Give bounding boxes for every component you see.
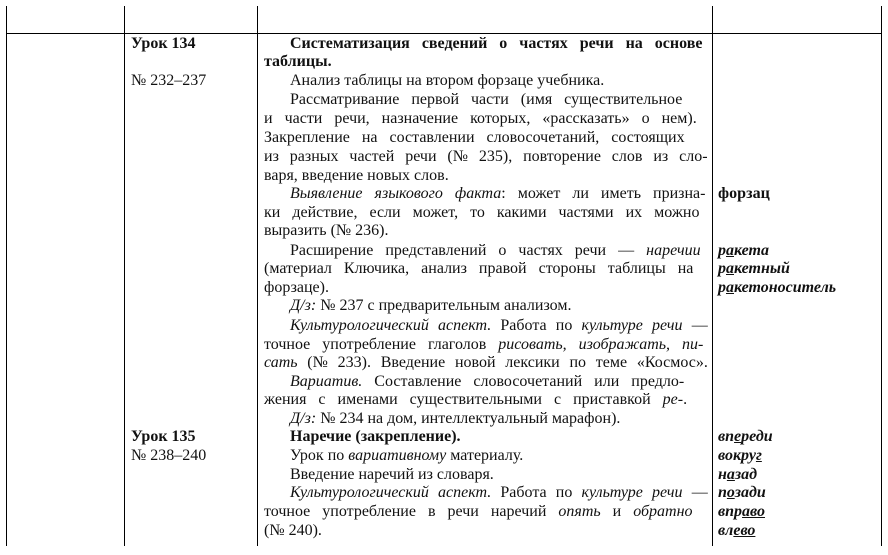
content-fragment: опять xyxy=(558,503,601,520)
content-fragment: жения с именами существительными с приставкой xyxy=(264,391,663,408)
content-fragment: из разных частей речи (№ 235), повторение слов из сло- xyxy=(264,148,708,165)
vocabulary-word xyxy=(718,259,790,278)
word-fragment: р xyxy=(718,242,726,259)
content-fragment: Культурологический аспект. xyxy=(290,317,492,334)
content-fragment: № 237 с предварительным анализом. xyxy=(316,297,572,314)
word-fragment: н xyxy=(718,466,727,483)
content-line xyxy=(290,316,708,335)
stressed-letter: аво xyxy=(742,503,765,520)
content-fragment: Закрепление на составлении словосочетаний, состоящих xyxy=(264,129,685,146)
content-fragment: Составление словосочетаний или предло- xyxy=(362,373,685,390)
content-fragment: сать xyxy=(264,354,298,371)
content-line xyxy=(264,166,449,185)
word-fragment: кета xyxy=(734,242,769,259)
word-fragment: вл xyxy=(718,522,734,539)
content-fragment: материалу. xyxy=(446,447,524,464)
content-fragment: . xyxy=(683,391,688,408)
stressed-letter: а xyxy=(726,279,734,296)
content-fragment: Выявление языкового факта xyxy=(290,185,502,202)
content-line xyxy=(264,203,699,222)
word-fragment: кетоноситель xyxy=(734,279,837,296)
content-fragment: обратно xyxy=(633,503,693,520)
stressed-letter: г xyxy=(755,447,762,464)
content-fragment: Систематизация сведений о частях речи на основе xyxy=(290,35,703,52)
vocabulary-word xyxy=(718,241,769,260)
word-fragment: р xyxy=(718,260,726,277)
content-line xyxy=(290,446,523,465)
table-border-col3 xyxy=(712,6,713,546)
word-fragment: вокру xyxy=(718,447,756,464)
content-fragment: ки действие, если может, то какими частями их можно xyxy=(264,204,700,221)
content-line xyxy=(264,521,322,540)
vocabulary-word xyxy=(718,465,757,484)
content-fragment: наречии xyxy=(646,242,701,259)
content-line xyxy=(264,353,708,372)
content-line xyxy=(264,147,708,166)
table-border-col2 xyxy=(257,6,258,546)
content-line xyxy=(290,427,461,446)
stressed-letter: о xyxy=(726,484,735,501)
content-line xyxy=(290,296,571,315)
content-line xyxy=(290,409,620,428)
vocabulary-word xyxy=(718,483,766,502)
content-fragment: (материал Ключика, анализ правой стороны таблицы на xyxy=(264,260,694,277)
content-line xyxy=(264,221,389,240)
vocabulary-word xyxy=(718,184,770,203)
lesson-title: Урок 135 xyxy=(131,428,196,445)
content-fragment: точное употребление в речи наречий xyxy=(264,503,559,520)
content-fragment: № 234 на дом, интеллектуальный марафон). xyxy=(316,410,621,427)
content-fragment: и части речи, назначение которых, «рассказать» о нем). xyxy=(264,110,697,127)
word-fragment: реди xyxy=(741,428,773,445)
content-line xyxy=(290,34,702,53)
content-fragment: Расширение представлений о частях речи — xyxy=(290,242,647,259)
content-line xyxy=(264,259,693,278)
lesson-exercises: № 232–237 xyxy=(131,72,207,89)
vocabulary-word xyxy=(718,521,755,540)
content-fragment: Наречие (закрепление). xyxy=(290,428,461,445)
lesson-exercises: № 238–240 xyxy=(131,447,207,464)
word-fragment: р xyxy=(718,279,726,296)
word-fragment: форзац xyxy=(718,185,770,202)
content-line xyxy=(264,52,332,71)
content-fragment: вариативному xyxy=(348,447,447,464)
content-fragment: форзаце). xyxy=(264,279,329,296)
content-line xyxy=(264,109,697,128)
table-border-left xyxy=(6,6,7,546)
content-fragment: ре- xyxy=(662,391,684,408)
lesson-title: Урок 134 xyxy=(131,35,196,52)
content-fragment: Д/з: xyxy=(290,410,317,427)
content-line xyxy=(290,90,682,109)
word-fragment: вп xyxy=(718,428,735,445)
content-fragment: Введение наречий из словаря. xyxy=(290,466,494,483)
content-fragment: Культурологический аспект. xyxy=(290,484,492,501)
word-fragment: зади xyxy=(734,484,766,501)
stressed-letter: а xyxy=(726,466,735,483)
content-line xyxy=(290,241,701,260)
content-fragment: культуре речи xyxy=(581,317,683,334)
word-fragment: п xyxy=(718,484,727,501)
content-fragment: Работа по xyxy=(491,484,582,501)
word-fragment: кетный xyxy=(734,260,790,277)
content-fragment: — xyxy=(682,484,708,501)
word-fragment: впр xyxy=(718,503,743,520)
content-line xyxy=(290,465,494,484)
content-fragment: (№ 233). Введение новой лексики по теме «Космос». xyxy=(297,354,708,371)
content-fragment: — xyxy=(682,317,708,334)
content-fragment: варя, введение новых слов. xyxy=(264,167,449,184)
vocabulary-word xyxy=(718,278,836,297)
content-line xyxy=(290,483,708,502)
content-fragment: культуре речи xyxy=(581,484,683,501)
content-line xyxy=(290,372,684,391)
content-line xyxy=(264,335,703,354)
content-line xyxy=(264,278,329,297)
vocabulary-word xyxy=(718,446,762,465)
content-fragment: точное употребление глаголов xyxy=(264,336,499,353)
content-fragment: Д/з: xyxy=(290,297,317,314)
content-fragment: Рассматривание первой части (имя существительное xyxy=(290,91,683,108)
content-fragment: : может ли иметь призна- xyxy=(501,185,706,202)
content-fragment: (№ 240). xyxy=(264,522,322,539)
content-fragment: Вариатив. xyxy=(290,373,363,390)
content-line xyxy=(264,390,687,409)
vocabulary-word xyxy=(718,502,765,521)
stressed-letter: е xyxy=(734,428,742,445)
content-line xyxy=(290,184,705,203)
content-fragment: Анализ таблицы на втором форзаце учебника. xyxy=(290,72,605,89)
content-line xyxy=(264,502,693,521)
vocabulary-word xyxy=(718,427,773,446)
table-border-col1 xyxy=(124,6,125,546)
stressed-letter: а xyxy=(726,260,734,277)
stressed-letter: ево xyxy=(733,522,756,539)
content-line xyxy=(264,128,685,147)
content-fragment: рисовать, изображать, пи- xyxy=(498,336,704,353)
table-border-right xyxy=(881,6,882,546)
content-fragment: и xyxy=(600,503,634,520)
content-fragment: Урок по xyxy=(290,447,349,464)
word-fragment: зад xyxy=(734,466,758,483)
content-line xyxy=(290,71,604,90)
content-fragment: выразить (№ 236). xyxy=(264,222,389,239)
content-fragment: таблицы. xyxy=(264,53,332,70)
content-fragment: Работа по xyxy=(491,317,582,334)
stressed-letter: а xyxy=(726,242,734,259)
